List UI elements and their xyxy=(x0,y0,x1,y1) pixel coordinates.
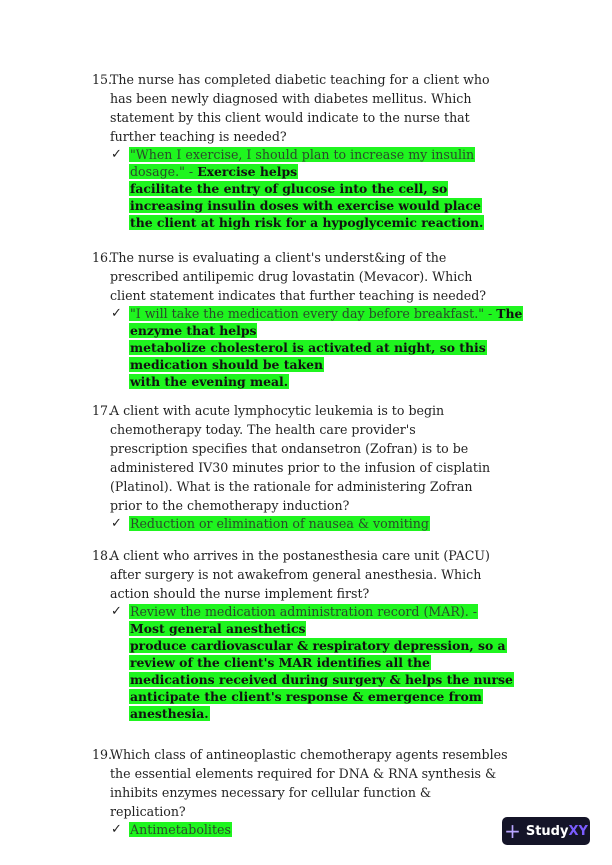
rationale-text: facilitate the entry of glucose into the cell, so xyxy=(130,181,448,196)
rationale-text: review of the client's MAR identifies all the xyxy=(130,655,430,670)
question-number: 15. xyxy=(92,72,113,87)
question-number: 16. xyxy=(92,250,113,265)
answer-line xyxy=(129,671,552,688)
question-text: statement by this client would indicate to the nurse that xyxy=(110,110,470,125)
question-text: the essential elements required for DNA & RNA synthesis & xyxy=(110,766,497,781)
check-icon: ✓ xyxy=(111,147,122,162)
question-text-line xyxy=(92,477,552,496)
check-icon: ✓ xyxy=(111,604,122,619)
question-text: action should the nurse implement first? xyxy=(110,586,370,601)
highlight xyxy=(129,215,484,230)
answer-line xyxy=(129,705,552,722)
check-icon: ✓ xyxy=(111,516,122,531)
question-text: client statement indicates that further teaching is needed? xyxy=(110,288,487,303)
rationale-text: The xyxy=(496,306,523,321)
question-text: The nurse is evaluating a client's underst&ing of the xyxy=(110,250,447,265)
badge-text-xy: XY xyxy=(568,823,588,839)
question-text-line xyxy=(92,584,552,603)
rationale-text: anesthesia. xyxy=(130,706,209,721)
answer-text: Review the medication administration record (MAR). - xyxy=(130,604,478,619)
question-text-line xyxy=(92,546,552,565)
answer xyxy=(92,146,552,231)
answer-line xyxy=(129,515,552,532)
question-text-line xyxy=(92,420,552,439)
highlight xyxy=(129,638,507,653)
question-text-line xyxy=(92,439,552,458)
question-text: Which class of antineoplastic chemotherapy agents resembles xyxy=(110,747,508,762)
question-text-line xyxy=(92,267,552,286)
highlight xyxy=(129,604,478,619)
badge-text-study: Study xyxy=(525,823,569,839)
answer-line xyxy=(129,688,552,705)
rationale-text: enzyme that helps xyxy=(130,323,257,338)
question-text-line xyxy=(92,401,552,420)
rationale-text: with the evening meal. xyxy=(130,374,289,389)
highlight xyxy=(129,323,257,338)
question-text: The nurse has completed diabetic teaching for a client who xyxy=(110,72,490,87)
question-text-line xyxy=(92,89,552,108)
highlight xyxy=(129,516,430,531)
highlight xyxy=(129,181,448,196)
question-text-line xyxy=(92,286,552,305)
question-text: prior to the chemotherapy induction? xyxy=(110,498,350,513)
question-text-line xyxy=(92,783,552,802)
rationale-text: anticipate the client's response & emergence from xyxy=(130,689,482,704)
question-text: chemotherapy today. The health care provider's xyxy=(110,422,416,437)
answer-line xyxy=(129,180,552,197)
question-text: has been newly diagnosed with diabetes mellitus. Which xyxy=(110,91,472,106)
answer-text: "I will take the medication every day before breakfast." - xyxy=(130,306,497,321)
question-number: 18. xyxy=(92,548,113,563)
question-number: 17. xyxy=(92,403,113,418)
rationale-text: metabolize cholesterol is activated at night, so this xyxy=(130,340,486,355)
rationale-text: medication should be taken xyxy=(130,357,323,372)
answer-line xyxy=(129,373,552,390)
answer-text: "When I exercise, I should plan to increase my insulin xyxy=(130,147,475,162)
question-text-line xyxy=(92,496,552,515)
answer-line xyxy=(129,821,552,838)
rationale-text: Most general anesthetics xyxy=(130,621,306,636)
question-19 xyxy=(92,745,552,838)
check-icon: ✓ xyxy=(111,306,122,321)
highlight xyxy=(129,706,210,721)
question-text-line xyxy=(92,70,552,89)
answer-text: Reduction or elimination of nausea & vomiting xyxy=(130,516,429,531)
highlight xyxy=(129,147,475,162)
question-16 xyxy=(92,248,552,390)
question-text: prescription specifies that ondansetron (Zofran) is to be xyxy=(110,441,469,456)
question-text: A client with acute lymphocytic leukemia is to begin xyxy=(110,403,445,418)
answer-line xyxy=(129,654,552,671)
question-text: further teaching is needed? xyxy=(110,129,287,144)
question-text-line xyxy=(92,565,552,584)
question-17 xyxy=(92,401,552,532)
studyxy-badge[interactable] xyxy=(502,817,590,845)
question-text: inhibits enzymes necessary for cellular function & xyxy=(110,785,432,800)
answer xyxy=(92,515,552,532)
highlight xyxy=(129,689,483,704)
highlight xyxy=(129,655,431,670)
answer-line xyxy=(129,146,552,163)
answer xyxy=(92,305,552,390)
answer xyxy=(92,603,552,722)
question-text-line xyxy=(92,127,552,146)
question-15 xyxy=(92,70,552,231)
answer xyxy=(92,821,552,838)
answer-text: Antimetabolites xyxy=(130,822,231,837)
answer-line xyxy=(129,339,552,356)
rationale-text: medications received during surgery & helps the nurse xyxy=(130,672,513,687)
answer-line xyxy=(129,197,552,214)
check-icon: ✓ xyxy=(111,822,122,837)
rationale-text: Exercise helps xyxy=(197,164,298,179)
highlight xyxy=(129,198,482,213)
question-text: (Platinol). What is the rationale for administering Zofran xyxy=(110,479,473,494)
highlight xyxy=(129,822,232,837)
rationale-text: the client at high risk for a hypoglycemic reaction. xyxy=(130,215,484,230)
rationale-text: produce cardiovascular & respiratory depression, so a xyxy=(130,638,506,653)
question-text: after surgery is not awakefrom general anesthesia. Which xyxy=(110,567,482,582)
rationale-text: increasing insulin doses with exercise would place xyxy=(130,198,481,213)
answer-line xyxy=(129,637,552,654)
question-text-line xyxy=(92,248,552,267)
answer-line xyxy=(129,620,552,637)
answer-line xyxy=(129,322,552,339)
question-text-line xyxy=(92,764,552,783)
highlight xyxy=(129,374,289,389)
highlight xyxy=(129,357,324,372)
answer-line xyxy=(129,603,552,620)
answer-line xyxy=(129,356,552,373)
question-text-line xyxy=(92,802,552,821)
question-18 xyxy=(92,546,552,722)
highlight xyxy=(129,621,306,636)
question-text-line xyxy=(92,458,552,477)
highlight xyxy=(129,340,487,355)
question-text: prescribed antilipemic drug lovastatin (Mevacor). Which xyxy=(110,269,473,284)
answer-line xyxy=(129,214,552,231)
question-text: A client who arrives in the postanesthesia care unit (PACU) xyxy=(110,548,490,563)
question-text: replication? xyxy=(110,804,186,819)
question-text-line xyxy=(92,108,552,127)
answer-text: dosage." - xyxy=(130,164,198,179)
answer-line xyxy=(129,163,552,180)
highlight xyxy=(129,672,514,687)
answer-line xyxy=(129,305,552,322)
highlight xyxy=(129,164,298,179)
plus-icon: + xyxy=(504,819,521,843)
question-text: administered IV30 minutes prior to the infusion of cisplatin xyxy=(110,460,491,475)
highlight xyxy=(129,306,523,321)
question-number: 19. xyxy=(92,747,113,762)
question-text-line xyxy=(92,745,552,764)
